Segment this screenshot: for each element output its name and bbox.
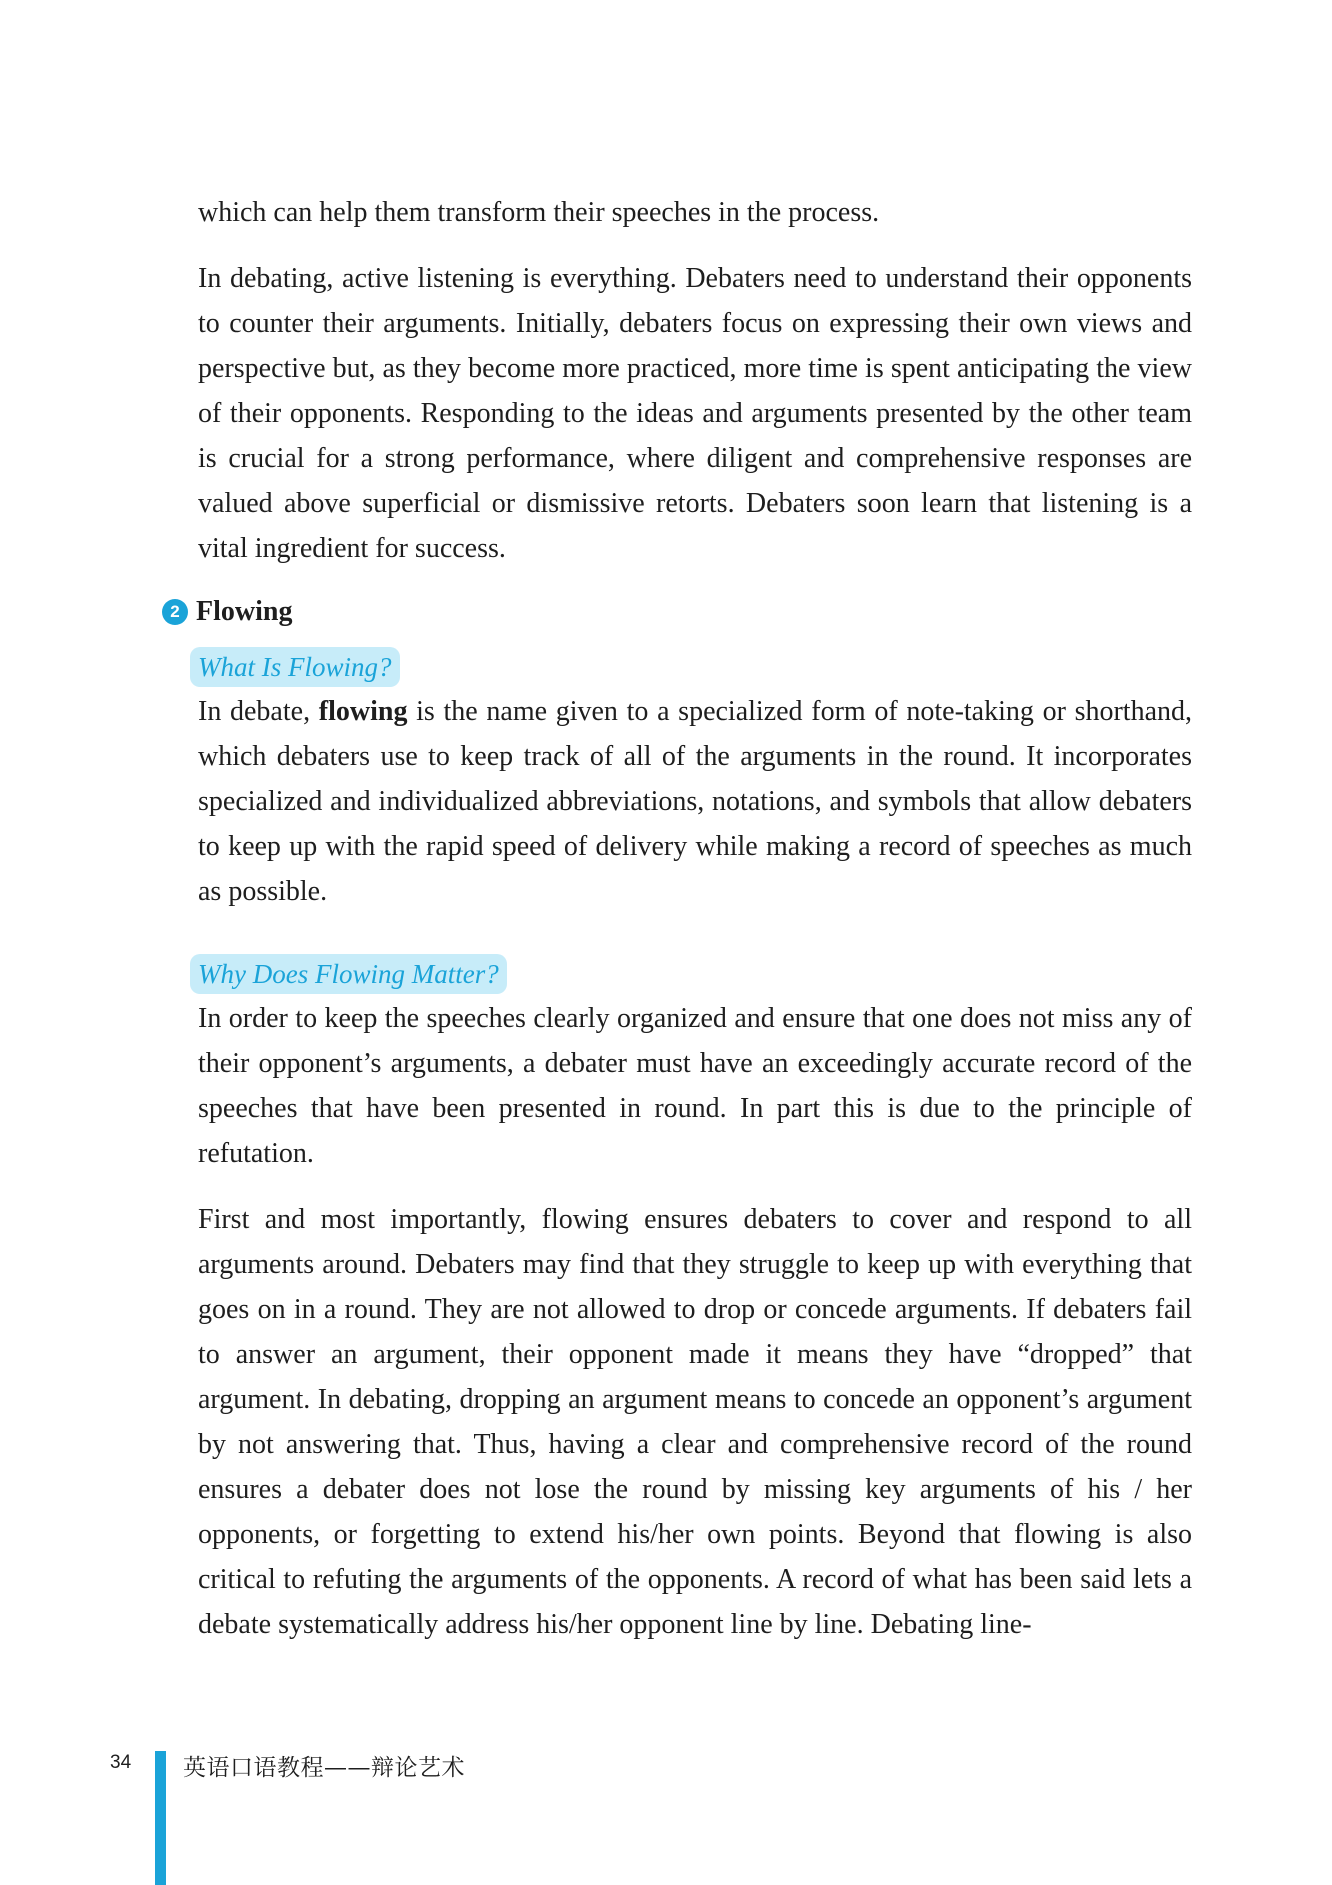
- book-title: 英语口语教程——辩论艺术: [183, 1755, 465, 1781]
- page-body: [170, 190, 1193, 1647]
- section-heading: [162, 590, 1156, 634]
- definition-lead: In debate,: [198, 696, 319, 727]
- paragraph-why-flowing: In order to keep the speeches clearly organized and ensure that one does not miss any of their opponent’s arguments, a debater must have an exceedingly accurate record of the speeches that have been presented in round. In part this is due to the principle of refutation.: [198, 1003, 1192, 1169]
- paragraph-flowing-definition: [198, 689, 1192, 914]
- subheading-why: Why Does Flowing Matter?: [190, 954, 507, 994]
- paragraph-continuation: which can help them transform their speeches in the process.: [198, 197, 880, 228]
- term-flowing: flowing: [318, 696, 408, 727]
- subheading-what-row: [198, 645, 1192, 689]
- paragraph-active-listening: In debating, active listening is everything. Debaters need to understand their opponents to counter their arguments. Initially, debaters focus on expressing their own views and perspective but, as they become more practiced, more time is spent anticipating the view of their opponents. Responding to the ideas and arguments presented by the other team is crucial for a strong performance, where diligent and comprehensive responses are valued above superficial or dismissive retorts. Debaters soon learn that listening is a vital ingredient for success.: [198, 263, 1192, 564]
- footer-accent-bar: [155, 1751, 166, 1885]
- definition-rest: is the name given to a specialized form of note-taking or shorthand, which debaters use to keep track of all of the arguments in the round. It incorporates specialized and individualized abbreviations, notations, and symbols that allow debaters to keep up with the rapid speed of delivery while making a record of speeches as much as possible.: [198, 696, 1193, 907]
- section-number-badge: 2: [162, 599, 188, 625]
- section-title: Flowing: [196, 596, 293, 627]
- subheading-why-row: [198, 952, 1192, 996]
- page-number: 34: [110, 1752, 132, 1773]
- subheading-what: What Is Flowing?: [190, 647, 400, 687]
- paragraph-importance: First and most importantly, flowing ensures debaters to cover and respond to all arguments around. Debaters may find that they struggle to keep up with everything that goes on in a round. They are not allowed to drop or concede arguments. If debaters fail to answer an argument, their opponent made it means they have “dropped” that argument. In debating, dropping an argument means to concede an opponent’s argument by not answering that. Thus, having a clear and comprehensive record of the round ensures a debater does not lose the round by missing key arguments of his / her opponents, or forgetting to extend his/her own points. Beyond that flowing is also critical to refuting the arguments of the opponents. A record of what has been said lets a debate systematically address his/her opponent line by line. Debating line-: [198, 1204, 1192, 1640]
